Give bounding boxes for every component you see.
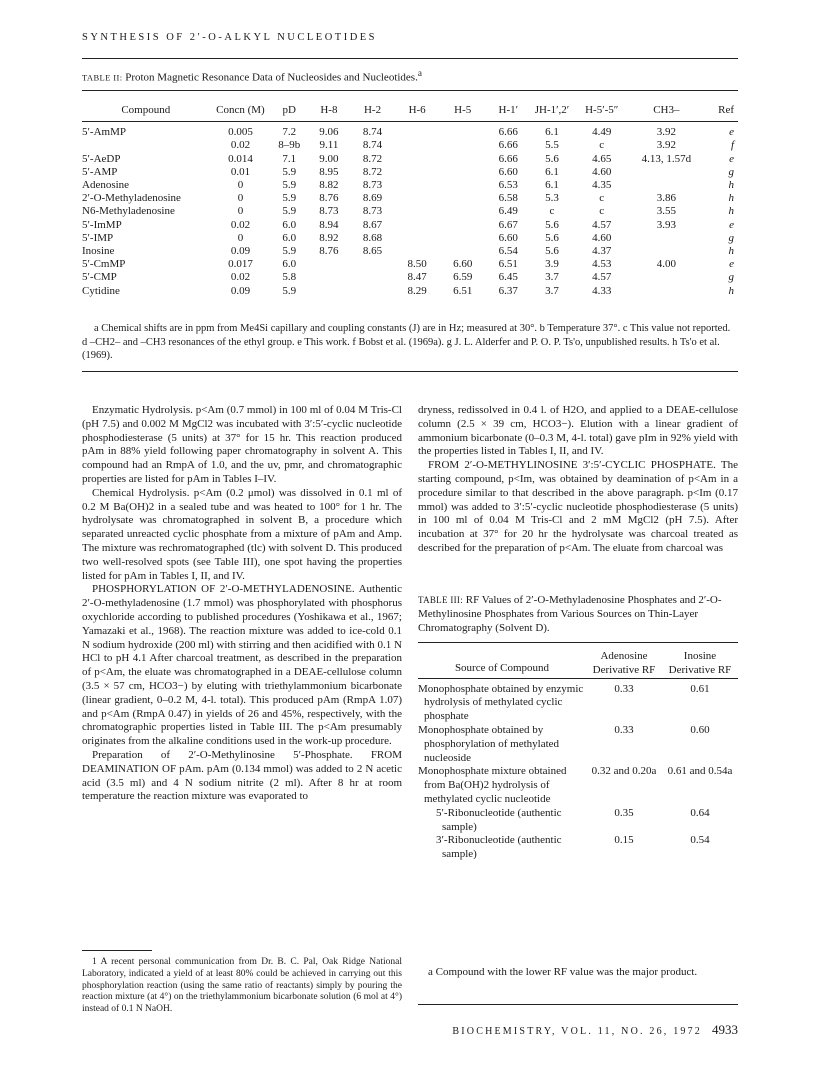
table2-cell: 0.005 (228, 126, 253, 139)
table2-cell: 0.02 (230, 271, 251, 284)
table-row (418, 807, 738, 835)
journal-footer (420, 1022, 738, 1038)
table2-cell: 5.9 (282, 165, 297, 178)
table2-cell: 4.13, 1.57d (641, 152, 692, 165)
table2-cell: 0 (237, 205, 244, 218)
table3-header-source: Source of Compound (454, 661, 550, 674)
table3-cell-source: 3′-Ribonucleotide (authentic sample) (436, 834, 562, 861)
table2-cell: 5.9 (282, 284, 297, 297)
table3-footnote: a Compound with the lower RF value was the major product. (428, 966, 698, 978)
table2-cell: 6.37 (498, 284, 518, 297)
table2-cell: 6.54 (498, 245, 518, 258)
table2-cell: 4.35 (592, 179, 612, 192)
table3-cell-adenosine: 0.33 (614, 682, 634, 695)
table2-cell: Cytidine (82, 284, 120, 297)
table2-cell: 3.92 (656, 126, 676, 139)
table2-cell: 8.68 (362, 231, 383, 244)
table2-cell (440, 232, 486, 245)
table2-header-cell: H-5 (454, 104, 472, 116)
table2-cell (631, 179, 703, 192)
table2-cell: 6.0 (282, 218, 297, 231)
table2-cell: 4.60 (592, 231, 612, 244)
table2-cell: h (728, 205, 734, 218)
table2-cell: 5.6 (545, 245, 559, 258)
table-row (82, 232, 738, 245)
table3-cell-adenosine: 0.32 and 0.20a (591, 765, 657, 778)
table2-cell: 5.6 (545, 231, 559, 244)
table2-cell (351, 271, 395, 284)
table2-cell (440, 219, 486, 232)
table2-cell: 5′-AmMP (82, 126, 126, 139)
table2-cell: 0.09 (230, 284, 251, 297)
journal-citation: BIOCHEMISTRY, VOL. 11, NO. 26, 1972 (452, 1026, 702, 1037)
table2-cell: 8.76 (319, 192, 339, 205)
paragraph-continuation: dryness, redissolved in 0.4 l. of H2O, and applied to a DEAE-cellulose column (2.5 × 39 cm, HCO3−). Elution with a linear gradient of ammonium bicarbonate (0–0.3 M, 4-l. total) gave pIm in 92% yield with the properties listed in Tables I, II, and IV. (418, 404, 738, 458)
table2-title-mark: a (417, 68, 422, 78)
table2-cell: 4.60 (592, 165, 612, 178)
table2-cell: h (728, 245, 734, 258)
table2-cell: 4.57 (592, 218, 612, 231)
table2-cell: 4.65 (592, 152, 612, 165)
table2-cell: e (729, 152, 734, 165)
table2-cell: 3.93 (656, 218, 676, 231)
table2-cell: 6.66 (498, 152, 518, 165)
table2-header-cell: Ref (718, 104, 734, 116)
table2-cell: 5′-AMP (82, 165, 118, 178)
table-row (418, 678, 738, 724)
table2-cell: 8.67 (362, 218, 383, 231)
table2-cell: e (729, 218, 734, 231)
table2-cell (631, 245, 703, 258)
table2-cell: g (728, 231, 734, 244)
table2-cell: 8–9b (278, 139, 301, 152)
table2-cell: 6.60 (453, 258, 473, 271)
table2-cell: 0.02 (230, 139, 251, 152)
table2-cell: 6.66 (498, 126, 518, 139)
table2-header-cell: H-5′-5″ (585, 104, 619, 116)
table2-cell: 8.73 (362, 179, 383, 192)
table2-cell: 0.09 (230, 245, 251, 258)
table2-cell: 8.50 (407, 258, 427, 271)
table2-cell: 8.69 (362, 192, 383, 205)
table2-cell: 5.6 (545, 152, 559, 165)
table-row (418, 834, 738, 862)
table3-header-inosine: Inosine Derivative RF (668, 650, 732, 676)
table2-cell: c (599, 192, 605, 205)
table2-cell: 5′-ImMP (82, 218, 122, 231)
table2-cell: 6.51 (498, 258, 518, 271)
table2-cell (631, 232, 703, 245)
paragraph-from-cyclic-phosphate: FROM 2′-O-METHYLINOSINE 3′:5′-CYCLIC PHOSPHATE. The starting compound, p<Im, was obtained by deamination of p<Am in a procedure similar to that described in the above paragraph. p<Im (0.17 mmol) was added to 3′:5′-cyclic nucleotide phosphodiesterase (5 units) in 100 ml of 0.04 M Tris-Cl and 2 mM MgCl2 (pH 7.5). After incubation at 37° for 20 hr the hydrolysate was charcoal treated as described for the preparation of p<Am. The eluate from charcoal was (418, 459, 738, 554)
table2-cell: 0 (237, 231, 244, 244)
table-row (82, 139, 738, 152)
table2-cell: 6.59 (453, 271, 473, 284)
table2-header-rule (82, 90, 738, 91)
page-number: 4933 (712, 1022, 738, 1037)
table2-cell: 6.49 (498, 205, 518, 218)
table3-cell-source: Monophosphate obtained by phosphorylation of methylated nucleoside (418, 723, 560, 764)
table2-cell: 4.37 (592, 245, 612, 258)
table2-header-cell: pD (282, 104, 296, 116)
table2-cell: 6.1 (545, 165, 559, 178)
table2-cell: 8.73 (319, 205, 339, 218)
table2-cell: 5.9 (282, 245, 297, 258)
running-head: SYNTHESIS OF 2′-O-ALKYL NUCLEOTIDES (82, 32, 378, 43)
table-row (82, 122, 738, 140)
table2-cell (307, 271, 351, 284)
table2-cell: 8.72 (362, 165, 383, 178)
table2-cell: 6.60 (498, 165, 518, 178)
table-row (418, 765, 738, 806)
table3-bottom-rule (418, 1004, 738, 1005)
table2-cell (394, 139, 440, 152)
table-row (82, 153, 738, 166)
table2-cell: 6.0 (282, 258, 297, 271)
table3-caption (418, 594, 738, 635)
table2-cell: 8.65 (362, 245, 383, 258)
table2-cell: 5′-AeDP (82, 152, 121, 165)
table2-cell: 8.76 (319, 245, 339, 258)
table2-cell: 8.74 (362, 126, 383, 139)
table2-cell: 8.72 (362, 152, 383, 165)
table2-cell: 6.1 (545, 179, 559, 192)
table2-cell: 5.9 (282, 192, 297, 205)
paragraph-methylinosine-preparation: Preparation of 2′-O-Methylinosine 5′-Phosphate. FROM DEAMINATION OF pAm. pAm (0.134 mmol) was added to 2 N acetic acid (3.5 ml) and 4 N sodium nitrite (2 ml). After 8 hr at room temperature the reaction mixture was evaporated to (82, 748, 402, 803)
table2-cell: 5.8 (282, 271, 297, 284)
table2-header-cell: H-1′ (498, 104, 519, 116)
table2-cell: 6.51 (453, 284, 473, 297)
table2-cell (631, 166, 703, 179)
table2-cell: 2′-O-Methyladenosine (82, 192, 181, 205)
paragraph-phosphorylation: PHOSPHORYLATION OF 2′-O-METHYLADENOSINE. Authentic 2′-O-methyladenosine (1.7 mmol) was phosphorylated with phosphorus oxychloride according to published procedures (Yoshikawa et al., 1967; Yamazaki et al., 1968). The reaction mixture was added to ice-cold 0.1 N sodium hydroxide (200 ml) with stirring and then acidified with 0.1 N HCl to pH 4.1 After charcoal treatment, as described in the preparation of p<Am, the eluate was chromatographed in a DEAE-cellulose column (3.5 × 57 cm, HCO3−) by eluting with triethylammonium bicarbonate (linear gradient, 0–0.2 M, 4-l. total). This produced pAm (RmpA 1.07) and p<Am (RmpA 0.47) in yields of 26 and 45%, respectively, with the chromatographic properties listed in Table III. The p<Am presumably originates from the alkaline conditions used in the work-up procedure. (82, 583, 402, 748)
table2-cell (631, 285, 703, 298)
table2-cell (394, 205, 440, 218)
table-row (82, 245, 738, 258)
table2-cell: 6.58 (498, 192, 518, 205)
table2-cell: 4.33 (592, 284, 612, 297)
table2-cell: c (599, 139, 605, 152)
table2-cell: 4.00 (656, 258, 676, 271)
table2-header-cell: H-6 (408, 104, 426, 116)
table2-cell: 6.53 (498, 179, 518, 192)
table2-cell: g (728, 271, 734, 284)
table2-cell: 5′-IMP (82, 231, 114, 244)
table2-cell (394, 245, 440, 258)
table2-cell: g (728, 165, 734, 178)
table2-cell (440, 179, 486, 192)
table2-cell: 8.47 (407, 271, 427, 284)
footnote-rule (82, 950, 152, 951)
table2-cell: 3.55 (656, 205, 676, 218)
table2-cell: 8.95 (319, 165, 339, 178)
table2-cell (440, 122, 486, 140)
table2-cell: 5.5 (545, 139, 559, 152)
left-column (82, 404, 402, 804)
table3-label: TABLE III: (418, 595, 464, 605)
table2-cell: 8.94 (319, 218, 339, 231)
table2-cell: 6.67 (498, 218, 518, 231)
table2-label: TABLE II: (82, 72, 123, 83)
table2-cell: h (728, 179, 734, 192)
table2-cell: 0.02 (230, 218, 251, 231)
table3 (418, 650, 738, 862)
table2-cell: 0.014 (228, 152, 253, 165)
table-row (82, 258, 738, 271)
table2-cell: 3.92 (656, 139, 676, 152)
table2-cell: 9.06 (319, 126, 339, 139)
table2-cell: 0.017 (228, 258, 253, 271)
table-row (82, 219, 738, 232)
table2-cell: h (728, 192, 734, 205)
table2-cell (440, 245, 486, 258)
paragraph-chemical-hydrolysis: Chemical Hydrolysis. p<Am (0.2 μmol) was dissolved in 0.1 ml of 0.2 M Ba(OH)2 in a sealed tube and was heated to 100° for 1 hr. The hydrolysate was chromatographed in solvent B, a procedure which separated unreacted cyclic phosphate from a mixture of pAm and Amp. The mixture was rechromatographed (tlc) with solvent D. This produced two well-resolved spots (see Table III), one spot having the properties listed for pAm in Tables I, II, and IV. (82, 486, 402, 582)
table2-cell: f (730, 139, 734, 152)
table2-cell: Adenosine (82, 179, 130, 192)
table2-cell (394, 153, 440, 166)
table-row (82, 192, 738, 205)
table2-cell: 5.6 (545, 218, 559, 231)
table2-cell (394, 232, 440, 245)
table2-cell: c (599, 205, 605, 218)
table-row (82, 271, 738, 284)
table2-cell (440, 205, 486, 218)
table2-cell: e (729, 126, 734, 139)
table2-cell: 4.57 (592, 271, 612, 284)
table2-cell: N6-Methyladenosine (82, 205, 175, 218)
table2-cell: 3.7 (545, 284, 559, 297)
table2-cell: 6.60 (498, 231, 518, 244)
table-row (418, 724, 738, 765)
table3-cell-inosine: 0.60 (690, 723, 710, 736)
table2-cell: 3.9 (545, 258, 559, 271)
table2-cell: 4.53 (592, 258, 612, 271)
table3-cell-source: Monophosphate obtained by enzymic hydrolysis of methylated cyclic phosphate (418, 682, 584, 723)
table3-cell-adenosine: 0.33 (614, 723, 634, 736)
table2-cell: 5′-CmMP (82, 258, 126, 271)
table2-cell (440, 166, 486, 179)
table2-footnote: a Chemical shifts are in ppm from Me4Si capillary and coupling constants (J) are in Hz; measured at 30°. b Temperature 37°. c This value not reported. d –CH2– and –CH3 resonances of the ethyl group. e This work. f Bobst et al. (1969a). g J. L. Alderfer and P. O. P. Ts'o, unpublished results. h Ts'o et al. (1969). (82, 323, 731, 361)
table2-cell: h (728, 284, 734, 297)
table2-cell (394, 219, 440, 232)
table2-cell: 0 (237, 179, 244, 192)
table2-cell: 8.74 (362, 139, 383, 152)
table2-cell: 6.1 (545, 126, 559, 139)
table2-header-cell: CH3– (653, 104, 680, 116)
table3-title: RF Values of 2′-O-Methyladenosine Phosphates and 2′-O-Methylinosine Phosphates from Various Sources on Thin-Layer Chromatography (Solvent D). (418, 594, 722, 634)
table2-cell: 5.9 (282, 205, 297, 218)
table2-cell: c (549, 205, 555, 218)
table3-cell-inosine: 0.54 (690, 834, 710, 847)
table2-top-rule (82, 58, 738, 59)
table2-header-cell: Concn (M) (216, 104, 265, 116)
table2-cell: 7.2 (282, 126, 297, 139)
table2-cell: 5.9 (282, 179, 297, 192)
table2-cell: 8.82 (319, 179, 339, 192)
table2-cell (82, 139, 210, 152)
table2-cell (351, 285, 395, 298)
table-row (82, 285, 738, 298)
table-row (82, 179, 738, 192)
table3-cell-adenosine: 0.15 (614, 834, 634, 847)
table2-cell (394, 192, 440, 205)
table2-cell: 8.92 (319, 231, 339, 244)
table2-cell (631, 271, 703, 284)
table3-cell-source: Monophosphate mixture obtained from Ba(OH)2 hydrolysis of methylated cyclic nucleotide (418, 765, 567, 805)
table-row (82, 166, 738, 179)
paragraph-enzymatic-hydrolysis: Enzymatic Hydrolysis. p<Am (0.7 mmol) in 100 ml of 0.04 M Tris-Cl (pH 7.5) and 0.002 M MgCl2 was incubated with 3′:5′-cyclic nucleotide phosphodiesterase (5 units) at 37° for 15 hr. This reaction produced pAm in 88% yield following paper chromatography in solvent A. This compound had an RmpA of 1.0, and the uv, pmr, and chromatographic properties are listed for pAm in Tables I–IV. (82, 404, 402, 485)
table2-cell: 6.66 (498, 139, 518, 152)
table2-header-cell: JH-1′,2′ (534, 104, 570, 116)
table2-cell: 9.00 (319, 152, 339, 165)
table2-cell: 3.86 (656, 192, 676, 205)
table2-cell: 0 (237, 192, 244, 205)
table2-cell: 9.11 (319, 139, 339, 152)
table-row (82, 205, 738, 218)
table2-cell: 6.0 (282, 231, 297, 244)
table2-cell: 3.7 (545, 271, 559, 284)
table2-cell (307, 285, 351, 298)
table2-cell: 8.73 (362, 205, 383, 218)
table3-top-rule (418, 642, 738, 643)
table2-header-cell: H-8 (320, 104, 338, 116)
table2-cell (394, 179, 440, 192)
table2-cell: 0.01 (230, 165, 251, 178)
table2-cell: 7.1 (282, 152, 297, 165)
table3-cell-inosine: 0.61 and 0.54a (667, 765, 733, 778)
table2-cell: 4.49 (592, 126, 612, 139)
table3-header-adenosine: Adenosine Derivative RF (592, 650, 656, 676)
table2-cell: Inosine (82, 245, 115, 258)
table2-cell (394, 122, 440, 140)
table3-cell-source: 5′-Ribonucleotide (authentic sample) (436, 806, 562, 833)
footnote-1: 1 A recent personal communication from Dr. B. C. Pal, Oak Ridge National Laboratory, indicated a yield of at least 80% could be achieved in carrying out this phosphorylation reaction (using the same ratio of reactants) simply by pouring the reaction mixture (at 4°) on the triethylammonium bicarbonate solution (6 mol at 4°) instead of 0.1 N NaOH. (82, 957, 402, 1015)
table2-title: Proton Magnetic Resonance Data of Nucleosides and Nucleotides. (125, 71, 418, 84)
table2-cell (440, 192, 486, 205)
table2-cell: 5.3 (545, 192, 559, 205)
table2-cell: 5′-CMP (82, 271, 117, 284)
table2-cell: e (729, 258, 734, 271)
table2-cell (440, 139, 486, 152)
table2-cell (307, 258, 351, 271)
table2-header-cell: Compound (121, 104, 171, 116)
table2 (82, 98, 738, 298)
table2-header-cell: H-2 (363, 104, 382, 116)
table3-cell-inosine: 0.64 (690, 806, 710, 819)
table2-cell (351, 258, 395, 271)
table2-cell (394, 166, 440, 179)
table3-cell-inosine: 0.61 (690, 682, 710, 695)
table2-cell: 8.29 (407, 284, 427, 297)
table2-cell: 6.45 (498, 271, 518, 284)
right-column (418, 404, 738, 556)
table2-bottom-rule (82, 371, 738, 372)
table2-cell (440, 153, 486, 166)
table3-cell-adenosine: 0.35 (614, 806, 634, 819)
table2-caption (82, 68, 422, 84)
